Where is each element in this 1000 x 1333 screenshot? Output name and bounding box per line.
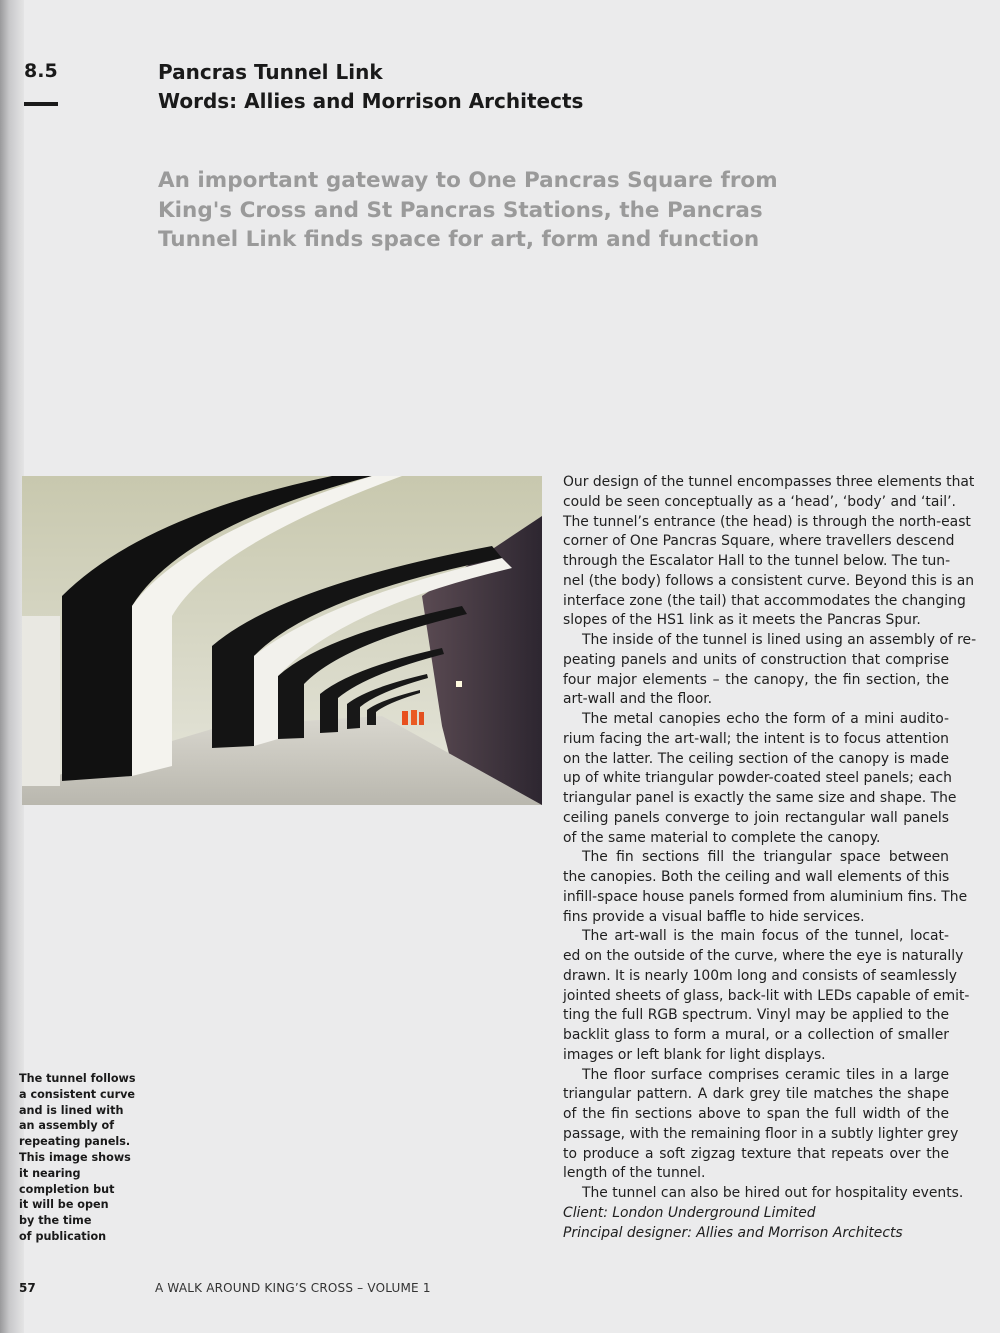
- section-rule: [24, 102, 58, 106]
- body-line: slopes of the HS1 link as it meets the Pancras Spur.: [563, 612, 921, 629]
- body-line: backlit glass to form a mural, or a collection of smaller: [563, 1027, 949, 1043]
- body-line: nel (the body) follows a consistent curve. Beyond this is an: [563, 572, 975, 589]
- body-line: four major elements – the canopy, the fin section, the: [563, 671, 949, 688]
- body-line: The metal canopies echo the form of a mini audito-: [582, 711, 949, 727]
- running-title: A WALK AROUND KING’S CROSS – VOLUME 1: [155, 1281, 431, 1295]
- section-number: 8.5: [24, 60, 58, 82]
- body-line: The tunnel’s entrance (the head) is through the north-east: [563, 513, 971, 530]
- body-line: ed on the outside of the curve, where the eye is naturally: [563, 948, 964, 964]
- body-line: Our design of the tunnel encompasses three elements that: [563, 474, 975, 490]
- caption-line: by the time: [19, 1214, 92, 1228]
- caption-line: it nearing: [19, 1166, 81, 1180]
- body-line: up of white triangular powder-coated steel panels; each: [563, 770, 952, 787]
- page-number: 57: [19, 1281, 36, 1295]
- article-title: [158, 58, 583, 116]
- body-line: of the same material to complete the canopy.: [563, 829, 881, 846]
- body-line: infill-space house panels formed from aluminium fins. The: [563, 888, 968, 905]
- caption-line: repeating panels.: [19, 1135, 131, 1149]
- body-line: through the Escalator Hall to the tunnel below. The tun-: [563, 553, 951, 569]
- body-line: triangular pattern. A dark grey tile matches the shape: [563, 1086, 949, 1103]
- body-line: The art-wall is the main focus of the tunnel, locat-: [582, 928, 949, 945]
- body-line: fins provide a visual baffle to hide services.: [563, 908, 865, 925]
- body-line: The inside of the tunnel is lined using an assembly of re-: [582, 632, 977, 648]
- tunnel-interior-photo: [22, 476, 542, 805]
- body-line: peating panels and units of construction that comprise: [563, 651, 949, 668]
- body-line: passage, with the remaining floor in a subtly lighter grey: [563, 1125, 959, 1142]
- body-line: on the latter. The ceiling section of the canopy is made: [563, 750, 949, 767]
- body-line: jointed sheets of glass, back-lit with LEDs capable of emit-: [563, 987, 970, 1004]
- body-line: could be seen conceptually as a ‘head’, ‘body’ and ‘tail’.: [563, 493, 956, 510]
- standfirst-line: King's Cross and St Pancras Stations, the Pancras: [158, 197, 763, 223]
- client-credit: Client: London Underground Limited: [563, 1204, 816, 1221]
- body-line: length of the tunnel.: [563, 1165, 706, 1182]
- body-line: of the fin sections above to span the full width of the: [563, 1106, 949, 1122]
- caption-line: of publication: [19, 1229, 107, 1243]
- body-line: triangular panel is exactly the same size and shape. The: [563, 790, 957, 806]
- caption-line: and is lined with: [19, 1103, 124, 1117]
- body-line: ceiling panels converge to join rectangular wall panels: [563, 809, 949, 826]
- standfirst-line: Tunnel Link finds space for art, form and function: [158, 227, 760, 252]
- body-line: interface zone (the tail) that accommodates the changing: [563, 592, 966, 609]
- caption-line: completion but: [19, 1182, 115, 1196]
- standfirst-line: An important gateway to One Pancras Square from: [158, 168, 778, 193]
- body-line: the canopies. Both the ceiling and wall elements of this: [563, 869, 950, 885]
- body-line: to produce a soft zigzag texture that repeats over the: [563, 1145, 949, 1162]
- caption-line: This image shows: [19, 1150, 131, 1164]
- caption-line: it will be open: [19, 1198, 109, 1212]
- designer-credit: Principal designer: Allies and Morrison Architects: [563, 1224, 903, 1241]
- standfirst: [158, 166, 778, 255]
- caption-line: a consistent curve: [19, 1087, 136, 1101]
- caption-line: an assembly of: [19, 1119, 115, 1133]
- photo-caption: [19, 1071, 139, 1245]
- body-line: The tunnel can also be hired out for hospitality events.: [582, 1185, 964, 1201]
- article-body: [563, 473, 977, 1243]
- body-line: art-wall and the floor.: [563, 691, 713, 708]
- caption-line: The tunnel follows: [19, 1072, 136, 1085]
- byline: Words: Allies and Morrison Architects: [158, 89, 584, 113]
- body-line: The fin sections fill the triangular space between: [582, 849, 949, 866]
- body-line: ting the full RGB spectrum. Vinyl may be applied to the: [563, 1007, 949, 1024]
- body-line: corner of One Pancras Square, where travellers descend: [563, 533, 955, 550]
- body-line: The floor surface comprises ceramic tiles in a large: [582, 1066, 949, 1083]
- body-line: rium facing the art-wall; the intent is to focus attention: [563, 730, 949, 747]
- body-line: images or left blank for light displays.: [563, 1046, 826, 1063]
- body-line: drawn. It is nearly 100m long and consists of seamlessly: [563, 967, 957, 984]
- title-line: Pancras Tunnel Link: [158, 60, 383, 84]
